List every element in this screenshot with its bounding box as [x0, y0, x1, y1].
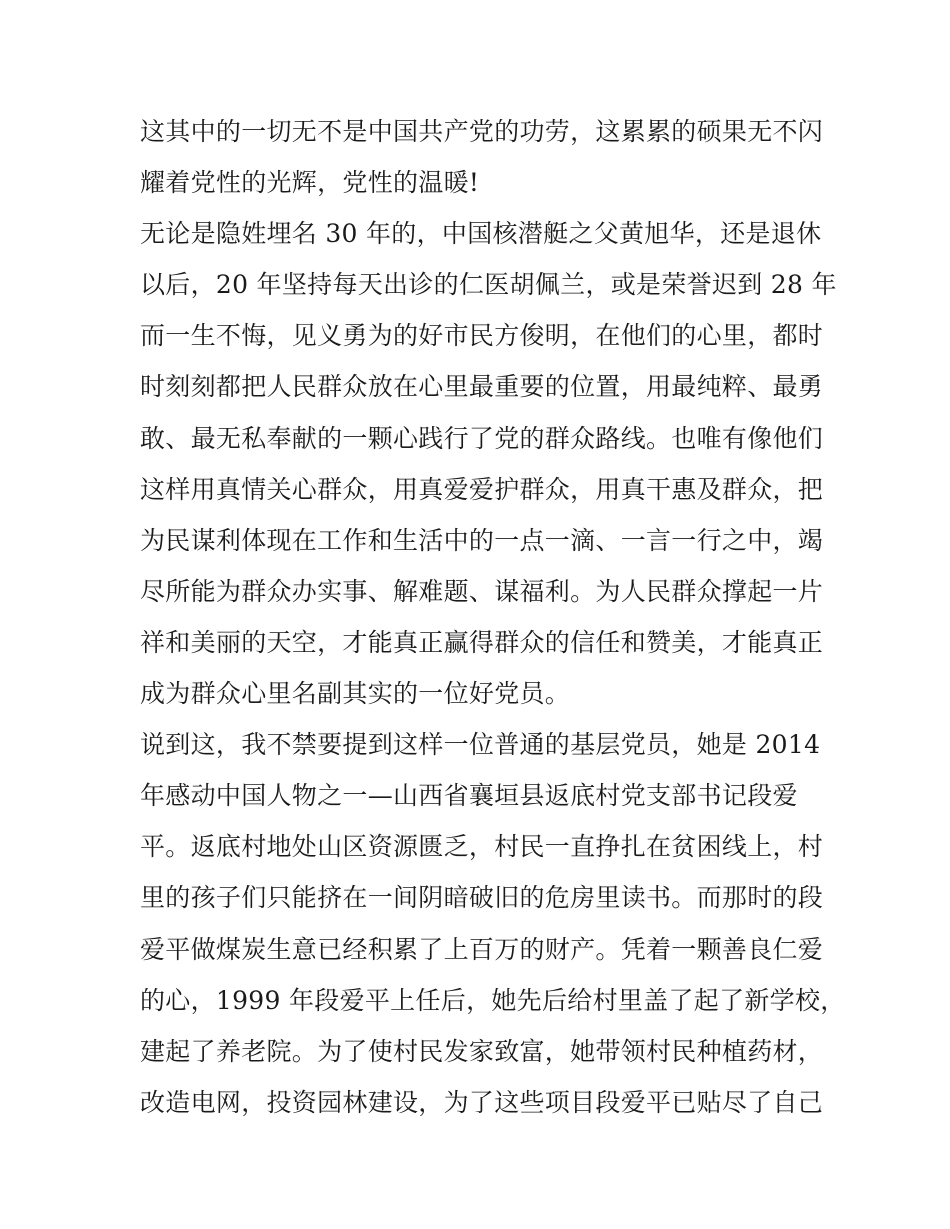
text-line: 敢、最无私奉献的一颗心践行了党的群众路线。也唯有像他们	[140, 423, 824, 453]
text-line: 成为群众心里名副其实的一位好党员。	[140, 679, 571, 709]
text-line: 年感动中国人物之一—山西省襄垣县返底村党支部书记段爱	[140, 781, 798, 811]
text-line: 里的孩子们只能挤在一间阴暗破旧的危房里读书。而那时的段	[140, 883, 824, 913]
text-line: 说到这，我不禁要提到这样一位普通的基层党员，她是 2014	[140, 730, 821, 760]
text-line: 这样用真情关心群众，用真爱爱护群众，用真干惠及群众，把	[140, 474, 824, 504]
text-line: 建起了养老院。为了使村民发家致富，她带领村民种植药材，	[140, 1036, 824, 1066]
text-line: 祥和美丽的天空，才能真正赢得群众的信任和赞美，才能真正	[140, 627, 824, 657]
text-line: 时刻刻都把人民群众放在心里最重要的位置，用最纯粹、最勇	[140, 372, 824, 402]
text-line: 耀着党性的光辉，党性的温暖!	[140, 168, 480, 198]
text-line: 这其中的一切无不是中国共产党的功劳，这累累的硕果无不闪	[140, 117, 824, 146]
body-text	[140, 106, 846, 1128]
text-line: 无论是隐姓埋名 30 年的，中国核潜艇之父黄旭华，还是退休	[140, 219, 822, 249]
text-line: 而一生不悔，见义勇为的好市民方俊明，在他们的心里，都时	[140, 321, 824, 351]
text-line: 平。返底村地处山区资源匮乏，村民一直挣扎在贫困线上，村	[140, 832, 824, 862]
text-line: 改造电网，投资园林建设，为了这些项目段爱平已贴尽了自己	[140, 1087, 824, 1117]
text-line: 为民谋利体现在工作和生活中的一点一滴、一言一行之中，竭	[140, 525, 824, 555]
text-line: 爱平做煤炭生意已经积累了上百万的财产。凭着一颗善良仁爱	[140, 934, 824, 964]
text-line: 以后，20 年坚持每天出诊的仁医胡佩兰，或是荣誉迟到 28 年	[140, 270, 837, 300]
text-line: 的心，1999 年段爱平上任后，她先后给村里盖了起了新学校，	[140, 985, 846, 1015]
text-line: 尽所能为群众办实事、解难题、谋福利。为人民群众撑起一片	[140, 576, 824, 606]
